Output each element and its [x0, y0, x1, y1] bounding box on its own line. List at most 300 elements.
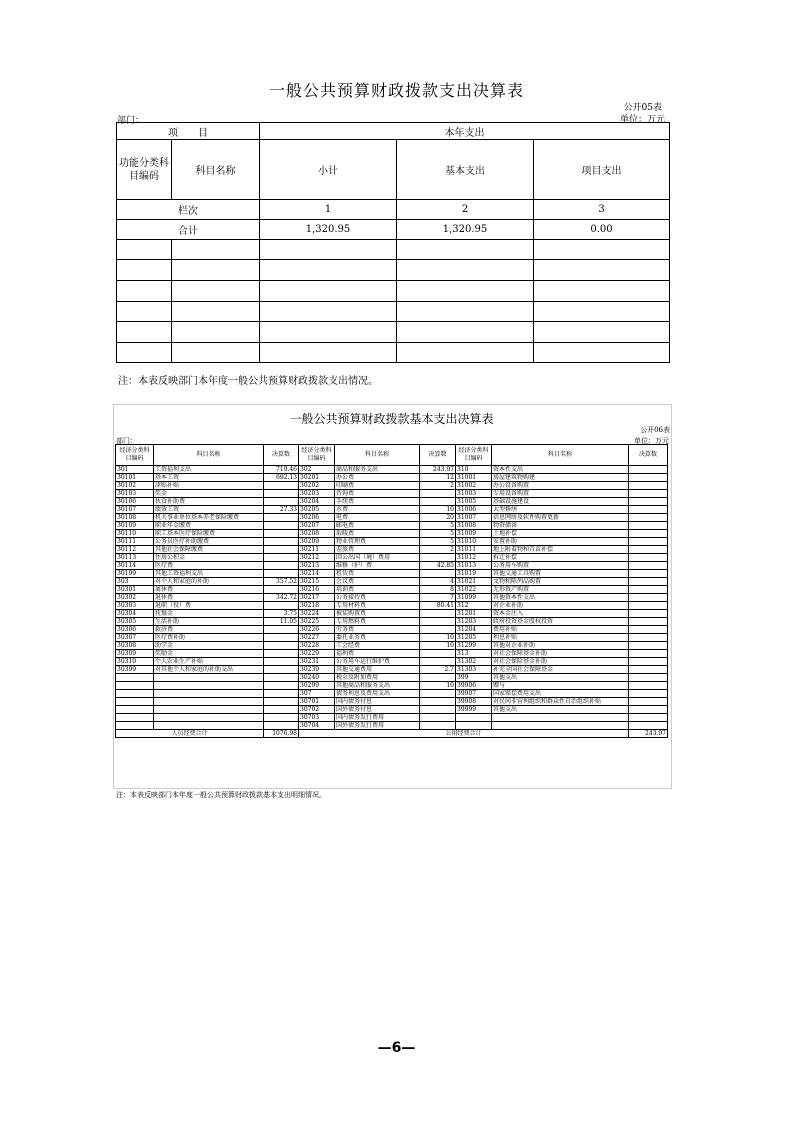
- econ-code-cell: 30310: [116, 658, 154, 666]
- subject-name-cell: 取暖费: [335, 530, 420, 538]
- subject-name-cell: 医疗费: [154, 562, 264, 570]
- amount-cell: 2.7: [420, 666, 456, 674]
- table-row: [116, 530, 668, 538]
- amount-cell: [420, 570, 456, 578]
- table2-header-cell: 决算数: [264, 445, 299, 466]
- econ-code-cell: 39908: [456, 698, 492, 706]
- subject-name-cell: 信息网络及软件购置更新: [492, 514, 629, 522]
- subject-name-cell: 对其他个人和家庭的补助支出: [154, 666, 264, 674]
- amount-cell: [629, 674, 668, 682]
- amount-cell: [420, 498, 456, 506]
- econ-code-cell: 30199: [116, 570, 154, 578]
- subject-name-cell: 基本工资: [154, 474, 264, 482]
- amount-cell: [629, 578, 668, 586]
- subject-name-cell: 公务用车运行维护费: [335, 658, 420, 666]
- econ-code-cell: 31299: [456, 642, 492, 650]
- subject-name-cell: 对企业补助: [492, 602, 629, 610]
- subject-name-cell: 医疗费补助: [154, 634, 264, 642]
- econ-code-cell: 39999: [456, 706, 492, 714]
- econ-code-cell: 31003: [456, 490, 492, 498]
- amount-cell: [420, 714, 456, 722]
- econ-code-cell: 30211: [299, 546, 335, 554]
- econ-code-cell: 31007: [456, 514, 492, 522]
- amount-cell: [420, 626, 456, 634]
- amount-cell: [420, 554, 456, 562]
- econ-code-cell: 399: [456, 674, 492, 682]
- subject-name-cell: 公务用车购置: [492, 562, 629, 570]
- table-row: [116, 554, 668, 562]
- subject-name-cell: 税金及附加费用: [335, 674, 420, 682]
- col-index-2: 2: [397, 200, 534, 220]
- econ-code-cell: 31022: [456, 586, 492, 594]
- col-index-label: 栏次: [117, 200, 260, 220]
- table-row: [116, 634, 668, 642]
- econ-code-cell: 31205: [456, 634, 492, 642]
- amount-cell: [629, 666, 668, 674]
- econ-code-cell: 30304: [116, 610, 154, 618]
- amount-cell: [264, 602, 299, 610]
- subject-name-cell: 被装购置费: [335, 610, 420, 618]
- econ-code-cell: [116, 690, 154, 698]
- amount-cell: 42.85: [420, 562, 456, 570]
- amount-cell: [264, 714, 299, 722]
- subject-name-cell: 水费: [335, 506, 420, 514]
- table2-header-cell: 经济分类科目编码: [456, 445, 492, 466]
- table2-header-cell: 科目名称: [154, 445, 264, 466]
- econ-code-cell: 30703: [299, 714, 335, 722]
- empty-row: [117, 343, 670, 363]
- subject-name-cell: 补充全国社会保障基金: [492, 666, 629, 674]
- econ-code-cell: [116, 714, 154, 722]
- amount-cell: 10: [420, 642, 456, 650]
- subject-name-cell: 绩效工资: [154, 506, 264, 514]
- subject-name-cell: 助学金: [154, 642, 264, 650]
- amount-cell: [420, 490, 456, 498]
- subject-name-cell: 其他工资福利支出: [154, 570, 264, 578]
- subject-name-cell: 大型修缮: [492, 506, 629, 514]
- total-subtotal: 1,320.95: [260, 220, 397, 240]
- subject-name-cell: 救济费: [154, 626, 264, 634]
- econ-code-cell: 31201: [456, 610, 492, 618]
- amount-cell: [629, 610, 668, 618]
- econ-code-cell: 31001: [456, 474, 492, 482]
- subject-name-cell: 咨询费: [335, 490, 420, 498]
- amount-cell: 4: [420, 578, 456, 586]
- subject-name-cell: 其他支出: [492, 674, 629, 682]
- amount-cell: [264, 482, 299, 490]
- table-row: [116, 610, 668, 618]
- table-row: [116, 546, 668, 554]
- subject-name-cell: 债务利息及费用支出: [335, 690, 420, 698]
- econ-code-cell: 30112: [116, 546, 154, 554]
- header-subject-name: 科目名称: [172, 140, 260, 200]
- amount-cell: [629, 626, 668, 634]
- econ-code-cell: 31019: [456, 570, 492, 578]
- subject-name-cell: 资本性支出: [492, 466, 629, 474]
- col-index-1: 1: [260, 200, 397, 220]
- table-row: [116, 722, 668, 730]
- econ-code-cell: 31008: [456, 522, 492, 530]
- amount-cell: 2: [420, 482, 456, 490]
- econ-code-cell: 313: [456, 650, 492, 658]
- header-project: 项目支出: [534, 140, 670, 200]
- amount-cell: [629, 650, 668, 658]
- econ-code-cell: 30215: [299, 578, 335, 586]
- header-item: 项 目: [117, 123, 260, 140]
- amount-cell: 5: [420, 538, 456, 546]
- table-row: [116, 642, 668, 650]
- subject-name-cell: 拆迁补偿: [492, 554, 629, 562]
- table-row: [116, 706, 668, 714]
- amount-cell: [264, 530, 299, 538]
- subject-name-cell: 手续费: [335, 498, 420, 506]
- subject-name-cell: 物资储备: [492, 522, 629, 530]
- amount-cell: 10: [420, 634, 456, 642]
- amount-cell: 3.75: [264, 610, 299, 618]
- subject-name-cell: 福利费: [335, 650, 420, 658]
- subject-name-cell: 对社会保障基金补助: [492, 650, 629, 658]
- amount-cell: 5: [420, 522, 456, 530]
- econ-code-cell: 30204: [299, 498, 335, 506]
- subject-name-cell: 公务员医疗补助缴费: [154, 538, 264, 546]
- subject-name-cell: 物业管理费: [335, 538, 420, 546]
- econ-code-cell: 30702: [299, 706, 335, 714]
- header-subtotal: 小计: [260, 140, 397, 200]
- public-total-value: 243.97: [629, 730, 668, 738]
- table2-unit-label: 单位：万元: [634, 437, 669, 445]
- subject-name-cell: 奖金: [154, 490, 264, 498]
- econ-code-cell: 30217: [299, 594, 335, 602]
- table-row: [116, 522, 668, 530]
- empty-row: [117, 281, 670, 302]
- table1-unit-label: 单位：万元: [619, 115, 665, 125]
- personnel-total-value: 1076.98: [264, 730, 299, 738]
- empty-row: [117, 240, 670, 260]
- econ-code-cell: 30303: [116, 602, 154, 610]
- econ-code-cell: 31009: [456, 530, 492, 538]
- econ-code-cell: 30209: [299, 538, 335, 546]
- econ-code-cell: 39907: [456, 690, 492, 698]
- amount-cell: 20: [420, 514, 456, 522]
- personnel-total-label: 人员经费合计: [116, 730, 264, 738]
- subject-name-cell: 培训费: [335, 586, 420, 594]
- econ-code-cell: 30701: [299, 698, 335, 706]
- table-row: [116, 498, 668, 506]
- table2-dept-label: 部门：: [116, 437, 137, 445]
- subject-name-cell: 国外债务发行费用: [335, 722, 420, 730]
- amount-cell: 12: [420, 474, 456, 482]
- amount-cell: 692.13: [264, 474, 299, 482]
- econ-code-cell: 30214: [299, 570, 335, 578]
- econ-code-cell: 301: [116, 466, 154, 474]
- amount-cell: 10: [420, 506, 456, 514]
- econ-code-cell: 30208: [299, 530, 335, 538]
- econ-code-cell: 30239: [299, 666, 335, 674]
- table-row: [116, 674, 668, 682]
- subject-name-cell: 工资福利支出: [154, 466, 264, 474]
- econ-code-cell: 30301: [116, 586, 154, 594]
- subject-name-cell: 基础设施建设: [492, 498, 629, 506]
- subject-name-cell: 对个人和家庭的补助: [154, 578, 264, 586]
- subject-name-cell: 房屋建筑物购建: [492, 474, 629, 482]
- amount-cell: [629, 546, 668, 554]
- amount-cell: [264, 634, 299, 642]
- amount-cell: [264, 554, 299, 562]
- subject-name-cell: 住房公积金: [154, 554, 264, 562]
- subject-name-cell: [154, 722, 264, 730]
- amount-cell: 5: [420, 530, 456, 538]
- subject-name-cell: 会议费: [335, 578, 420, 586]
- amount-cell: [629, 586, 668, 594]
- table-row: [116, 474, 668, 482]
- subject-name-cell: 其他交通工具购置: [492, 570, 629, 578]
- econ-code-cell: 30305: [116, 618, 154, 626]
- subject-name-cell: 商品和服务支出: [335, 466, 420, 474]
- page-number: —6—: [377, 1040, 416, 1056]
- econ-code-cell: [116, 682, 154, 690]
- amount-cell: [629, 570, 668, 578]
- total-project: 0.00: [534, 220, 670, 240]
- econ-code-cell: 30203: [299, 490, 335, 498]
- econ-code-cell: 30110: [116, 530, 154, 538]
- econ-code-cell: 30106: [116, 498, 154, 506]
- table-row: [116, 506, 668, 514]
- subject-name-cell: 其他交通费用: [335, 666, 420, 674]
- econ-code-cell: [116, 674, 154, 682]
- table-row: [116, 514, 668, 522]
- amount-cell: [629, 474, 668, 482]
- amount-cell: 7: [420, 594, 456, 602]
- table-row: [116, 482, 668, 490]
- econ-code-cell: 30226: [299, 626, 335, 634]
- table-row: [116, 698, 668, 706]
- subject-name-cell: 无形资产购置: [492, 586, 629, 594]
- amount-cell: [629, 706, 668, 714]
- subject-name-cell: 国家赔偿费用支出: [492, 690, 629, 698]
- subject-name-cell: 对社会保险基金补助: [492, 658, 629, 666]
- amount-cell: 8: [420, 586, 456, 594]
- amount-cell: [629, 522, 668, 530]
- amount-cell: [264, 490, 299, 498]
- econ-code-cell: 31203: [456, 618, 492, 626]
- econ-code-cell: 30308: [116, 642, 154, 650]
- subject-name-cell: 电费: [335, 514, 420, 522]
- econ-code-cell: 30231: [299, 658, 335, 666]
- amount-cell: 357.52: [264, 578, 299, 586]
- table1-dept-label: 部门：: [117, 116, 145, 126]
- empty-row: [117, 260, 670, 281]
- subject-name-cell: 其他社会保障缴费: [154, 546, 264, 554]
- amount-cell: [629, 682, 668, 690]
- table-row: [116, 562, 668, 570]
- amount-cell: [629, 562, 668, 570]
- amount-cell: [264, 698, 299, 706]
- econ-code-cell: 31012: [456, 554, 492, 562]
- amount-cell: [629, 690, 668, 698]
- subject-name-cell: 委托业务费: [335, 634, 420, 642]
- econ-code-cell: 30207: [299, 522, 335, 530]
- amount-cell: [629, 714, 668, 722]
- econ-code-cell: 30108: [116, 514, 154, 522]
- subject-name-cell: [154, 690, 264, 698]
- econ-code-cell: 30212: [299, 554, 335, 562]
- amount-cell: [629, 658, 668, 666]
- subject-name-cell: [154, 714, 264, 722]
- econ-code-cell: 30218: [299, 602, 335, 610]
- empty-row: [117, 322, 670, 343]
- amount-cell: [264, 666, 299, 674]
- subject-name-cell: 地上附着物和青苗补偿: [492, 546, 629, 554]
- subject-name-cell: 利息补贴: [492, 634, 629, 642]
- table2-header-cell: 经济分类科目编码: [116, 445, 154, 466]
- subject-name-cell: 土地补偿: [492, 530, 629, 538]
- subject-name-cell: 因公出国（境）费用: [335, 554, 420, 562]
- table2-header-cell: 决算数: [420, 445, 456, 466]
- econ-code-cell: 30216: [299, 586, 335, 594]
- amount-cell: [629, 642, 668, 650]
- econ-code-cell: 303: [116, 578, 154, 586]
- subject-name-cell: 资本金注入: [492, 610, 629, 618]
- table-row: [116, 682, 668, 690]
- amount-cell: [420, 610, 456, 618]
- econ-code-cell: 31006: [456, 506, 492, 514]
- econ-code-cell: 30229: [299, 650, 335, 658]
- econ-code-cell: 31013: [456, 562, 492, 570]
- amount-cell: [264, 722, 299, 730]
- table2-header-cell: 经济分类科目编码: [299, 445, 335, 466]
- econ-code-cell: 30302: [116, 594, 154, 602]
- amount-cell: [629, 530, 668, 538]
- amount-cell: [264, 650, 299, 658]
- subject-name-cell: 其他支出: [492, 706, 629, 714]
- econ-code-cell: 30299: [299, 682, 335, 690]
- amount-cell: [629, 634, 668, 642]
- amount-cell: [264, 586, 299, 594]
- col-index-3: 3: [534, 200, 670, 220]
- subject-name-cell: 政府投资基金股权投资: [492, 618, 629, 626]
- table-row: [116, 538, 668, 546]
- econ-code-cell: 31010: [456, 538, 492, 546]
- amount-cell: [629, 602, 668, 610]
- amount-cell: [629, 466, 668, 474]
- table-row: [116, 650, 668, 658]
- public-total-label: 公用经费合计: [299, 730, 629, 738]
- amount-cell: [264, 570, 299, 578]
- amount-cell: [264, 674, 299, 682]
- subject-name-cell: 国内债务付息: [335, 698, 420, 706]
- subject-name-cell: 维修（护）费: [335, 562, 420, 570]
- econ-code-cell: [116, 698, 154, 706]
- subject-name-cell: 邮电费: [335, 522, 420, 530]
- econ-code-cell: 30111: [116, 538, 154, 546]
- econ-code-cell: 30202: [299, 482, 335, 490]
- table-row: [116, 602, 668, 610]
- amount-cell: [629, 554, 668, 562]
- subject-name-cell: [154, 706, 264, 714]
- econ-code-cell: 30201: [299, 474, 335, 482]
- econ-code-cell: 31099: [456, 594, 492, 602]
- table2-title: 一般公共预算财政拨款基本支出决算表: [289, 412, 494, 426]
- subject-name-cell: 对民间非营利组织和群众性自治组织补贴: [492, 698, 629, 706]
- subject-name-cell: 专用材料费: [335, 602, 420, 610]
- table-row: [116, 594, 668, 602]
- subject-name-cell: 退职（役）费: [154, 602, 264, 610]
- table-row: [116, 586, 668, 594]
- amount-cell: [264, 658, 299, 666]
- econ-code-cell: 30102: [116, 482, 154, 490]
- amount-cell: 11.05: [264, 618, 299, 626]
- amount-cell: [264, 562, 299, 570]
- amount-cell: 27.33: [264, 506, 299, 514]
- table-row: [116, 714, 668, 722]
- econ-code-cell: 39906: [456, 682, 492, 690]
- table1-title: 一般公共预算财政拨款支出决算表: [268, 81, 524, 100]
- econ-code-cell: 310: [456, 466, 492, 474]
- econ-code-cell: [456, 714, 492, 722]
- econ-code-cell: 30225: [299, 618, 335, 626]
- subject-name-cell: [154, 674, 264, 682]
- econ-code-cell: 31302: [456, 658, 492, 666]
- amount-cell: [629, 698, 668, 706]
- amount-cell: 342.72: [264, 594, 299, 602]
- econ-code-cell: 30206: [299, 514, 335, 522]
- amount-cell: [264, 706, 299, 714]
- amount-cell: 10: [420, 682, 456, 690]
- subject-name-cell: [154, 682, 264, 690]
- amount-cell: [264, 546, 299, 554]
- subject-name-cell: 其他商品和服务支出: [335, 682, 420, 690]
- table2-header-cell: 科目名称: [335, 445, 420, 466]
- amount-cell: 80.41: [420, 602, 456, 610]
- subject-name-cell: 国外债务付息: [335, 706, 420, 714]
- amount-cell: [264, 514, 299, 522]
- econ-code-cell: 30205: [299, 506, 335, 514]
- econ-code-cell: 30307: [116, 634, 154, 642]
- subject-name-cell: [154, 698, 264, 706]
- amount-cell: [629, 594, 668, 602]
- econ-code-cell: 30103: [116, 490, 154, 498]
- subject-name-cell: [492, 714, 629, 722]
- econ-code-cell: 302: [299, 466, 335, 474]
- econ-code-cell: 30224: [299, 610, 335, 618]
- amount-cell: [420, 698, 456, 706]
- amount-cell: [629, 514, 668, 522]
- amount-cell: [420, 674, 456, 682]
- subject-name-cell: 办公费: [335, 474, 420, 482]
- amount-cell: [629, 538, 668, 546]
- econ-code-cell: 30113: [116, 554, 154, 562]
- table2-header-cell: 决算数: [629, 445, 668, 466]
- econ-code-cell: 30227: [299, 634, 335, 642]
- amount-cell: 243.97: [420, 466, 456, 474]
- subject-name-cell: 工会经费: [335, 642, 420, 650]
- amount-cell: [264, 498, 299, 506]
- amount-cell: [629, 506, 668, 514]
- econ-code-cell: [456, 722, 492, 730]
- amount-cell: 719.46: [264, 466, 299, 474]
- amount-cell: [264, 522, 299, 530]
- table-row: [116, 490, 668, 498]
- subject-name-cell: 文物和陈列品购置: [492, 578, 629, 586]
- header-current-year: 本年支出: [260, 123, 670, 140]
- econ-code-cell: [116, 722, 154, 730]
- econ-code-cell: 30228: [299, 642, 335, 650]
- subject-name-cell: 机关事业单位基本养老保险缴费: [154, 514, 264, 522]
- subject-name-cell: 印刷费: [335, 482, 420, 490]
- amount-cell: [264, 538, 299, 546]
- amount-cell: [420, 690, 456, 698]
- subject-name-cell: 离休费: [154, 586, 264, 594]
